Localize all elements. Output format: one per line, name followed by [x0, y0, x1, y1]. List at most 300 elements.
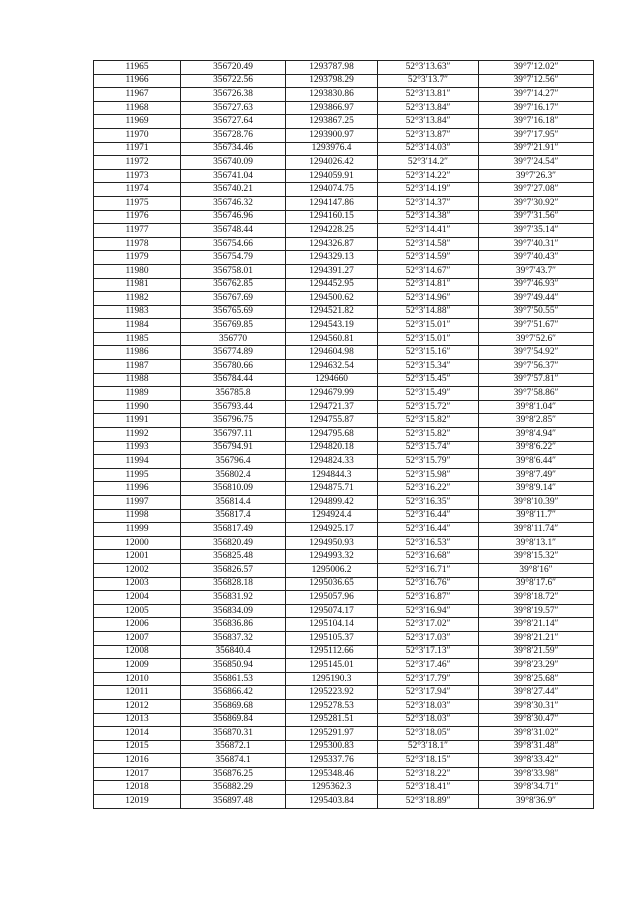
longitude-cell: 39°8′4.94″: [479, 428, 594, 442]
y-coordinate-cell: 1293787.98: [286, 61, 378, 75]
longitude-cell: 39°8′6.44″: [479, 455, 594, 469]
longitude-cell: 39°8′13.1″: [479, 536, 594, 550]
table-row: [94, 482, 594, 496]
latitude-cell: 52°3′14.41″: [378, 224, 479, 238]
latitude-cell: 52°3′15.34″: [378, 360, 479, 374]
table-row: [94, 332, 594, 346]
point-number-cell: 11977: [94, 224, 181, 238]
x-coordinate-cell: 356850.94: [181, 659, 286, 673]
y-coordinate-cell: 1295190.3: [286, 672, 378, 686]
latitude-cell: 52°3′16.94″: [378, 604, 479, 618]
longitude-cell: 39°8′21.14″: [479, 618, 594, 632]
latitude-cell: 52°3′16.76″: [378, 577, 479, 591]
longitude-cell: 39°7′35.14″: [479, 224, 594, 238]
table-row: [94, 754, 594, 768]
coordinates-table-body: [94, 61, 594, 809]
point-number-cell: 11979: [94, 251, 181, 265]
latitude-cell: 52°3′13.63″: [378, 61, 479, 75]
x-coordinate-cell: 356874.1: [181, 754, 286, 768]
point-number-cell: 12015: [94, 740, 181, 754]
point-number-cell: 11978: [94, 237, 181, 251]
point-number-cell: 11983: [94, 305, 181, 319]
x-coordinate-cell: 356758.01: [181, 264, 286, 278]
latitude-cell: 52°3′14.81″: [378, 278, 479, 292]
longitude-cell: 39°8′18.72″: [479, 591, 594, 605]
x-coordinate-cell: 356741.04: [181, 169, 286, 183]
latitude-cell: 52°3′15.82″: [378, 428, 479, 442]
latitude-cell: 52°3′15.79″: [378, 455, 479, 469]
table-row: [94, 360, 594, 374]
x-coordinate-cell: 356722.56: [181, 74, 286, 88]
table-row: [94, 727, 594, 741]
point-number-cell: 12005: [94, 604, 181, 618]
x-coordinate-cell: 356767.69: [181, 292, 286, 306]
latitude-cell: 52°3′13.7″: [378, 74, 479, 88]
table-row: [94, 686, 594, 700]
point-number-cell: 11997: [94, 496, 181, 510]
table-row: [94, 740, 594, 754]
point-number-cell: 12000: [94, 536, 181, 550]
y-coordinate-cell: 1294160.15: [286, 210, 378, 224]
point-number-cell: 12013: [94, 713, 181, 727]
y-coordinate-cell: 1295104.14: [286, 618, 378, 632]
y-coordinate-cell: 1295337.76: [286, 754, 378, 768]
point-number-cell: 12006: [94, 618, 181, 632]
longitude-cell: 39°7′27.08″: [479, 183, 594, 197]
point-number-cell: 11994: [94, 455, 181, 469]
point-number-cell: 12016: [94, 754, 181, 768]
y-coordinate-cell: 1294604.98: [286, 346, 378, 360]
y-coordinate-cell: 1294795.68: [286, 428, 378, 442]
x-coordinate-cell: 356754.79: [181, 251, 286, 265]
point-number-cell: 12003: [94, 577, 181, 591]
y-coordinate-cell: 1294521.82: [286, 305, 378, 319]
table-row: [94, 264, 594, 278]
x-coordinate-cell: 356784.44: [181, 373, 286, 387]
x-coordinate-cell: 356746.96: [181, 210, 286, 224]
y-coordinate-cell: 1293867.25: [286, 115, 378, 129]
y-coordinate-cell: 1294755.87: [286, 414, 378, 428]
x-coordinate-cell: 356727.64: [181, 115, 286, 129]
latitude-cell: 52°3′16.35″: [378, 496, 479, 510]
x-coordinate-cell: 356831.92: [181, 591, 286, 605]
point-number-cell: 11991: [94, 414, 181, 428]
y-coordinate-cell: 1294679.99: [286, 387, 378, 401]
y-coordinate-cell: 1294147.86: [286, 196, 378, 210]
latitude-cell: 52°3′17.13″: [378, 645, 479, 659]
y-coordinate-cell: 1295281.51: [286, 713, 378, 727]
x-coordinate-cell: 356796.4: [181, 455, 286, 469]
point-number-cell: 12019: [94, 795, 181, 809]
point-number-cell: 12001: [94, 550, 181, 564]
x-coordinate-cell: 356740.21: [181, 183, 286, 197]
table-row: [94, 169, 594, 183]
longitude-cell: 39°8′27.44″: [479, 686, 594, 700]
latitude-cell: 52°3′18.41″: [378, 781, 479, 795]
y-coordinate-cell: 1294560.81: [286, 332, 378, 346]
latitude-cell: 52°3′16.87″: [378, 591, 479, 605]
x-coordinate-cell: 356876.25: [181, 767, 286, 781]
y-coordinate-cell: 1294950.93: [286, 536, 378, 550]
latitude-cell: 52°3′17.03″: [378, 631, 479, 645]
y-coordinate-cell: 1293900.97: [286, 128, 378, 142]
longitude-cell: 39°8′16″: [479, 563, 594, 577]
longitude-cell: 39°8′11.7″: [479, 509, 594, 523]
longitude-cell: 39°7′52.6″: [479, 332, 594, 346]
longitude-cell: 39°7′21.91″: [479, 142, 594, 156]
x-coordinate-cell: 356780.66: [181, 360, 286, 374]
point-number-cell: 11971: [94, 142, 181, 156]
latitude-cell: 52°3′14.37″: [378, 196, 479, 210]
x-coordinate-cell: 356802.4: [181, 468, 286, 482]
x-coordinate-cell: 356754.66: [181, 237, 286, 251]
latitude-cell: 52°3′14.59″: [378, 251, 479, 265]
latitude-cell: 52°3′14.88″: [378, 305, 479, 319]
table-row: [94, 631, 594, 645]
x-coordinate-cell: 356774.89: [181, 346, 286, 360]
x-coordinate-cell: 356866.42: [181, 686, 286, 700]
y-coordinate-cell: 1294925.17: [286, 523, 378, 537]
x-coordinate-cell: 356770: [181, 332, 286, 346]
point-number-cell: 12011: [94, 686, 181, 700]
point-number-cell: 11989: [94, 387, 181, 401]
point-number-cell: 12008: [94, 645, 181, 659]
table-row: [94, 699, 594, 713]
longitude-cell: 39°7′46.93″: [479, 278, 594, 292]
latitude-cell: 52°3′16.44″: [378, 523, 479, 537]
table-row: [94, 455, 594, 469]
x-coordinate-cell: 356734.46: [181, 142, 286, 156]
table-row: [94, 496, 594, 510]
point-number-cell: 11992: [94, 428, 181, 442]
y-coordinate-cell: 1295145.01: [286, 659, 378, 673]
y-coordinate-cell: 1294543.19: [286, 319, 378, 333]
y-coordinate-cell: 1293830.86: [286, 88, 378, 102]
point-number-cell: 11973: [94, 169, 181, 183]
table-row: [94, 292, 594, 306]
longitude-cell: 39°7′12.56″: [479, 74, 594, 88]
y-coordinate-cell: 1295006.2: [286, 563, 378, 577]
x-coordinate-cell: 356825.48: [181, 550, 286, 564]
point-number-cell: 11985: [94, 332, 181, 346]
y-coordinate-cell: 1294329.13: [286, 251, 378, 265]
y-coordinate-cell: 1294074.75: [286, 183, 378, 197]
x-coordinate-cell: 356817.4: [181, 509, 286, 523]
latitude-cell: 52°3′17.02″: [378, 618, 479, 632]
point-number-cell: 11980: [94, 264, 181, 278]
table-row: [94, 591, 594, 605]
y-coordinate-cell: 1295403.84: [286, 795, 378, 809]
latitude-cell: 52°3′18.1″: [378, 740, 479, 754]
latitude-cell: 52°3′15.01″: [378, 332, 479, 346]
table-row: [94, 183, 594, 197]
latitude-cell: 52°3′18.15″: [378, 754, 479, 768]
latitude-cell: 52°3′13.87″: [378, 128, 479, 142]
table-row: [94, 795, 594, 809]
y-coordinate-cell: 1295057.96: [286, 591, 378, 605]
y-coordinate-cell: 1294228.25: [286, 224, 378, 238]
point-number-cell: 12002: [94, 563, 181, 577]
table-row: [94, 74, 594, 88]
point-number-cell: 11984: [94, 319, 181, 333]
longitude-cell: 39°8′1.04″: [479, 400, 594, 414]
latitude-cell: 52°3′15.49″: [378, 387, 479, 401]
latitude-cell: 52°3′13.84″: [378, 101, 479, 115]
latitude-cell: 52°3′13.81″: [378, 88, 479, 102]
longitude-cell: 39°8′31.48″: [479, 740, 594, 754]
y-coordinate-cell: 1294660: [286, 373, 378, 387]
latitude-cell: 52°3′14.38″: [378, 210, 479, 224]
x-coordinate-cell: 356834.09: [181, 604, 286, 618]
longitude-cell: 39°7′56.37″: [479, 360, 594, 374]
y-coordinate-cell: 1294059.91: [286, 169, 378, 183]
latitude-cell: 52°3′16.68″: [378, 550, 479, 564]
table-row: [94, 577, 594, 591]
table-row: [94, 441, 594, 455]
y-coordinate-cell: 1294026.42: [286, 156, 378, 170]
x-coordinate-cell: 356869.68: [181, 699, 286, 713]
latitude-cell: 52°3′17.79″: [378, 672, 479, 686]
point-number-cell: 12012: [94, 699, 181, 713]
y-coordinate-cell: 1293798.29: [286, 74, 378, 88]
y-coordinate-cell: 1295362.3: [286, 781, 378, 795]
longitude-cell: 39°8′7.49″: [479, 468, 594, 482]
latitude-cell: 52°3′18.03″: [378, 699, 479, 713]
point-number-cell: 12014: [94, 727, 181, 741]
longitude-cell: 39°7′58.86″: [479, 387, 594, 401]
table-row: [94, 373, 594, 387]
y-coordinate-cell: 1293866.97: [286, 101, 378, 115]
point-number-cell: 11974: [94, 183, 181, 197]
x-coordinate-cell: 356837.32: [181, 631, 286, 645]
latitude-cell: 52°3′15.74″: [378, 441, 479, 455]
table-row: [94, 672, 594, 686]
point-number-cell: 11982: [94, 292, 181, 306]
point-number-cell: 11990: [94, 400, 181, 414]
table-row: [94, 346, 594, 360]
point-number-cell: 11981: [94, 278, 181, 292]
latitude-cell: 52°3′15.16″: [378, 346, 479, 360]
x-coordinate-cell: 356810.09: [181, 482, 286, 496]
latitude-cell: 52°3′14.03″: [378, 142, 479, 156]
table-row: [94, 251, 594, 265]
longitude-cell: 39°7′40.43″: [479, 251, 594, 265]
x-coordinate-cell: 356769.85: [181, 319, 286, 333]
y-coordinate-cell: 1294924.4: [286, 509, 378, 523]
x-coordinate-cell: 356817.49: [181, 523, 286, 537]
longitude-cell: 39°7′24.54″: [479, 156, 594, 170]
y-coordinate-cell: 1294820.18: [286, 441, 378, 455]
longitude-cell: 39°8′15.32″: [479, 550, 594, 564]
table-row: [94, 659, 594, 673]
y-coordinate-cell: 1295278.53: [286, 699, 378, 713]
coordinates-table: [93, 60, 594, 809]
table-row: [94, 563, 594, 577]
y-coordinate-cell: 1294452.95: [286, 278, 378, 292]
x-coordinate-cell: 356814.4: [181, 496, 286, 510]
y-coordinate-cell: 1294875.71: [286, 482, 378, 496]
longitude-cell: 39°7′14.27″: [479, 88, 594, 102]
x-coordinate-cell: 356870.31: [181, 727, 286, 741]
longitude-cell: 39°7′26.3″: [479, 169, 594, 183]
point-number-cell: 11972: [94, 156, 181, 170]
table-row: [94, 400, 594, 414]
x-coordinate-cell: 356794.91: [181, 441, 286, 455]
x-coordinate-cell: 356746.32: [181, 196, 286, 210]
table-row: [94, 767, 594, 781]
y-coordinate-cell: 1295291.97: [286, 727, 378, 741]
point-number-cell: 11995: [94, 468, 181, 482]
x-coordinate-cell: 356797.11: [181, 428, 286, 442]
x-coordinate-cell: 356727.63: [181, 101, 286, 115]
latitude-cell: 52°3′14.58″: [378, 237, 479, 251]
latitude-cell: 52°3′14.67″: [378, 264, 479, 278]
table-row: [94, 414, 594, 428]
latitude-cell: 52°3′14.2″: [378, 156, 479, 170]
latitude-cell: 52°3′18.03″: [378, 713, 479, 727]
table-row: [94, 536, 594, 550]
table-row: [94, 142, 594, 156]
table-row: [94, 305, 594, 319]
y-coordinate-cell: 1295300.83: [286, 740, 378, 754]
point-number-cell: 11970: [94, 128, 181, 142]
longitude-cell: 39°8′17.6″: [479, 577, 594, 591]
longitude-cell: 39°7′49.44″: [479, 292, 594, 306]
longitude-cell: 39°7′30.92″: [479, 196, 594, 210]
y-coordinate-cell: 1295036.65: [286, 577, 378, 591]
x-coordinate-cell: 356882.29: [181, 781, 286, 795]
table-row: [94, 509, 594, 523]
point-number-cell: 11967: [94, 88, 181, 102]
x-coordinate-cell: 356793.44: [181, 400, 286, 414]
longitude-cell: 39°8′23.29″: [479, 659, 594, 673]
latitude-cell: 52°3′16.53″: [378, 536, 479, 550]
table-row: [94, 128, 594, 142]
x-coordinate-cell: 356726.38: [181, 88, 286, 102]
latitude-cell: 52°3′17.94″: [378, 686, 479, 700]
table-row: [94, 713, 594, 727]
table-row: [94, 550, 594, 564]
longitude-cell: 39°8′21.21″: [479, 631, 594, 645]
x-coordinate-cell: 356796.75: [181, 414, 286, 428]
latitude-cell: 52°3′14.96″: [378, 292, 479, 306]
table-row: [94, 645, 594, 659]
x-coordinate-cell: 356826.57: [181, 563, 286, 577]
point-number-cell: 12010: [94, 672, 181, 686]
longitude-cell: 39°7′16.17″: [479, 101, 594, 115]
table-row: [94, 618, 594, 632]
latitude-cell: 52°3′15.72″: [378, 400, 479, 414]
longitude-cell: 39°7′31.56″: [479, 210, 594, 224]
x-coordinate-cell: 356748.44: [181, 224, 286, 238]
x-coordinate-cell: 356765.69: [181, 305, 286, 319]
latitude-cell: 52°3′15.98″: [378, 468, 479, 482]
longitude-cell: 39°7′40.31″: [479, 237, 594, 251]
latitude-cell: 52°3′16.44″: [378, 509, 479, 523]
x-coordinate-cell: 356840.4: [181, 645, 286, 659]
point-number-cell: 11975: [94, 196, 181, 210]
longitude-cell: 39°8′30.47″: [479, 713, 594, 727]
y-coordinate-cell: 1294824.33: [286, 455, 378, 469]
y-coordinate-cell: 1294721.37: [286, 400, 378, 414]
table-row: [94, 523, 594, 537]
longitude-cell: 39°8′25.68″: [479, 672, 594, 686]
longitude-cell: 39°8′6.22″: [479, 441, 594, 455]
point-number-cell: 11968: [94, 101, 181, 115]
y-coordinate-cell: 1295074.17: [286, 604, 378, 618]
point-number-cell: 11988: [94, 373, 181, 387]
table-row: [94, 237, 594, 251]
longitude-cell: 39°8′19.57″: [479, 604, 594, 618]
table-row: [94, 224, 594, 238]
point-number-cell: 11969: [94, 115, 181, 129]
table-row: [94, 210, 594, 224]
x-coordinate-cell: 356828.18: [181, 577, 286, 591]
y-coordinate-cell: 1295348.46: [286, 767, 378, 781]
point-number-cell: 11965: [94, 61, 181, 75]
latitude-cell: 52°3′18.89″: [378, 795, 479, 809]
latitude-cell: 52°3′15.45″: [378, 373, 479, 387]
point-number-cell: 12018: [94, 781, 181, 795]
longitude-cell: 39°7′50.55″: [479, 305, 594, 319]
point-number-cell: 11987: [94, 360, 181, 374]
longitude-cell: 39°7′57.81″: [479, 373, 594, 387]
longitude-cell: 39°7′54.92″: [479, 346, 594, 360]
latitude-cell: 52°3′15.82″: [378, 414, 479, 428]
longitude-cell: 39°7′17.95″: [479, 128, 594, 142]
latitude-cell: 52°3′18.05″: [378, 727, 479, 741]
x-coordinate-cell: 356740.09: [181, 156, 286, 170]
x-coordinate-cell: 356869.84: [181, 713, 286, 727]
x-coordinate-cell: 356836.86: [181, 618, 286, 632]
y-coordinate-cell: 1294391.27: [286, 264, 378, 278]
y-coordinate-cell: 1295223.92: [286, 686, 378, 700]
table-row: [94, 604, 594, 618]
latitude-cell: 52°3′14.22″: [378, 169, 479, 183]
longitude-cell: 39°8′9.14″: [479, 482, 594, 496]
point-number-cell: 12007: [94, 631, 181, 645]
table-row: [94, 101, 594, 115]
point-number-cell: 11999: [94, 523, 181, 537]
x-coordinate-cell: 356720.49: [181, 61, 286, 75]
point-number-cell: 12009: [94, 659, 181, 673]
longitude-cell: 39°8′2.85″: [479, 414, 594, 428]
point-number-cell: 12004: [94, 591, 181, 605]
latitude-cell: 52°3′13.84″: [378, 115, 479, 129]
x-coordinate-cell: 356785.8: [181, 387, 286, 401]
latitude-cell: 52°3′16.22″: [378, 482, 479, 496]
longitude-cell: 39°8′11.74″: [479, 523, 594, 537]
longitude-cell: 39°8′21.59″: [479, 645, 594, 659]
longitude-cell: 39°7′16.18″: [479, 115, 594, 129]
longitude-cell: 39°8′31.02″: [479, 727, 594, 741]
longitude-cell: 39°8′33.42″: [479, 754, 594, 768]
longitude-cell: 39°8′36.9″: [479, 795, 594, 809]
x-coordinate-cell: 356762.85: [181, 278, 286, 292]
latitude-cell: 52°3′16.71″: [378, 563, 479, 577]
y-coordinate-cell: 1294993.32: [286, 550, 378, 564]
point-number-cell: 11993: [94, 441, 181, 455]
table-row: [94, 468, 594, 482]
longitude-cell: 39°7′12.02″: [479, 61, 594, 75]
table-row: [94, 428, 594, 442]
point-number-cell: 11986: [94, 346, 181, 360]
x-coordinate-cell: 356728.76: [181, 128, 286, 142]
latitude-cell: 52°3′18.22″: [378, 767, 479, 781]
point-number-cell: 12017: [94, 767, 181, 781]
longitude-cell: 39°8′10.39″: [479, 496, 594, 510]
x-coordinate-cell: 356897.48: [181, 795, 286, 809]
